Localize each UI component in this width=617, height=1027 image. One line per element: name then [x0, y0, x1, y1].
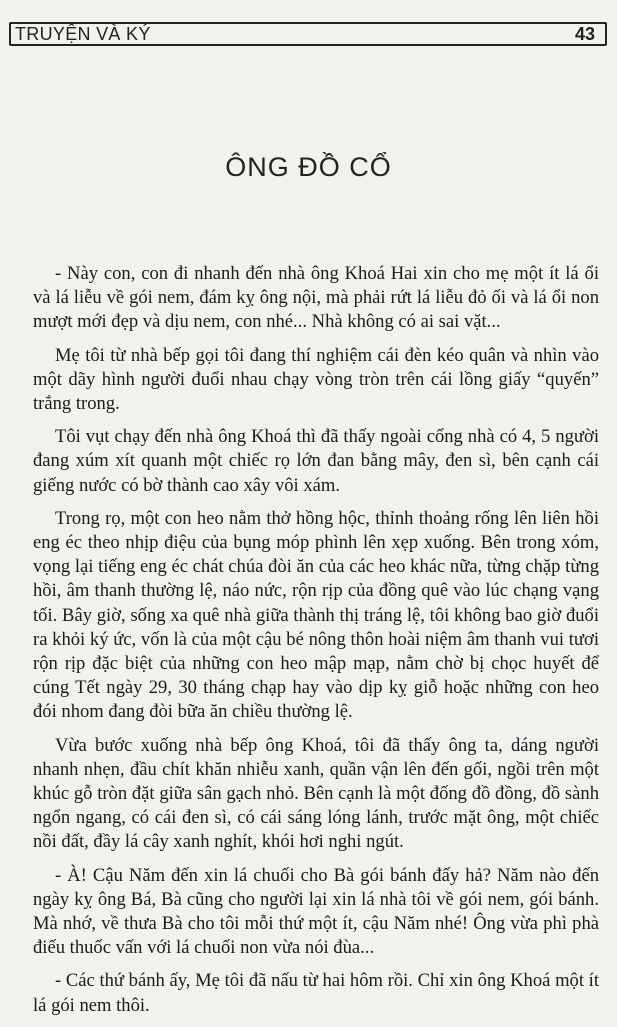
story-title: ÔNG ĐỒ CỔ — [225, 152, 392, 182]
paragraph: - À! Cậu Năm đến xin lá chuối cho Bà gói bánh đấy hả? Năm nào đến ngày kỵ ông Bá, Bà cũng cho người lại xin lá nhà tôi về gói nem, gói bánh. Mà nhớ, về thưa Bà cho tôi mỗi thứ một ít, cậu Năm nhé! Ông vừa phì phà điếu thuốc vấn với lá chuối non vừa nói đùa... — [33, 864, 599, 959]
paragraph: Tôi vụt chạy đến nhà ông Khoá thì đã thấy ngoài cổng nhà có 4, 5 người đang xúm xít quanh một chiếc rọ lớn đan bằng mây, đen sì, bên cạnh cái giếng nước có bờ thành cao xây vôi xám. — [33, 426, 599, 496]
paragraph: - Các thứ bánh ấy, Mẹ tôi đã nấu từ hai hôm rồi. Chỉ xin ông Khoá một ít lá gói nem thôi. — [33, 970, 599, 1016]
paragraph: Mẹ tôi từ nhà bếp gọi tôi đang thí nghiệm cái đèn kéo quân và nhìn vào một dãy hình người đuổi nhau chạy vòng tròn trên cái lồng giấy “quyến” trắng trong. — [33, 344, 599, 415]
running-header — [9, 22, 607, 46]
paragraph: Trong rọ, một con heo nằm thở hồng hộc, thỉnh thoảng rống lên liên hồi eng éc theo nhịp điệu của bụng móp phình lên xẹp xuống. Bên trong xóm, vọng lại tiếng eng éc chát chúa đòi ăn của các heo khác nữa, từng chặp từng hồi, âm thanh thường lệ, náo nức, rộn rịp của đồng quê vào lúc chạng vạng tối. Bây giờ, sống xa quê nhà giữa thành thị tráng lệ, tôi không bao giờ đuổi ra khỏi ký ức, vốn là của một cậu bé nông thôn hoài niệm âm thanh vui tươi rộn rịp đặc biệt của những con heo mập mạp, nằm chờ bị chọc huyết để cúng Tết ngày 29, 30 tháng chạp hay vào dịp kỵ giỗ hoặc những con heo đói nhom đang đòi bữa ăn chiều thường lệ. — [33, 507, 599, 723]
paragraph: Vừa bước xuống nhà bếp ông Khoá, tôi đã thấy ông ta, dáng người nhanh nhẹn, đầu chít khăn nhiễu xanh, quần vận lên đến gối, ngồi trên một khúc gỗ tròn đặt giữa sân gạch nhỏ. Bên cạnh là một đống đồ đồng, đồ sành ngổn ngang, có cái đen sì, có cái sáng lóng lánh, trước mặt ông, một chiếc nồi đất, đầy lá cây xanh nghít, khói hơi nghi ngút. — [33, 734, 599, 853]
story-body — [33, 262, 599, 1027]
page-number: 43 — [574, 23, 595, 44]
paragraph: - Này con, con đi nhanh đến nhà ông Khoá Hai xin cho mẹ một ít lá ổi và lá liễu về gói nem, đám kỵ ông nội, mà phải rứt lá liễu đỏ ối và lá ổi non mượt mới đẹp và dịu nem, con nhé... Nhà không có ai sai vặt... — [33, 263, 599, 333]
section-title: TRUYỆN VÀ KÝ — [15, 23, 151, 44]
